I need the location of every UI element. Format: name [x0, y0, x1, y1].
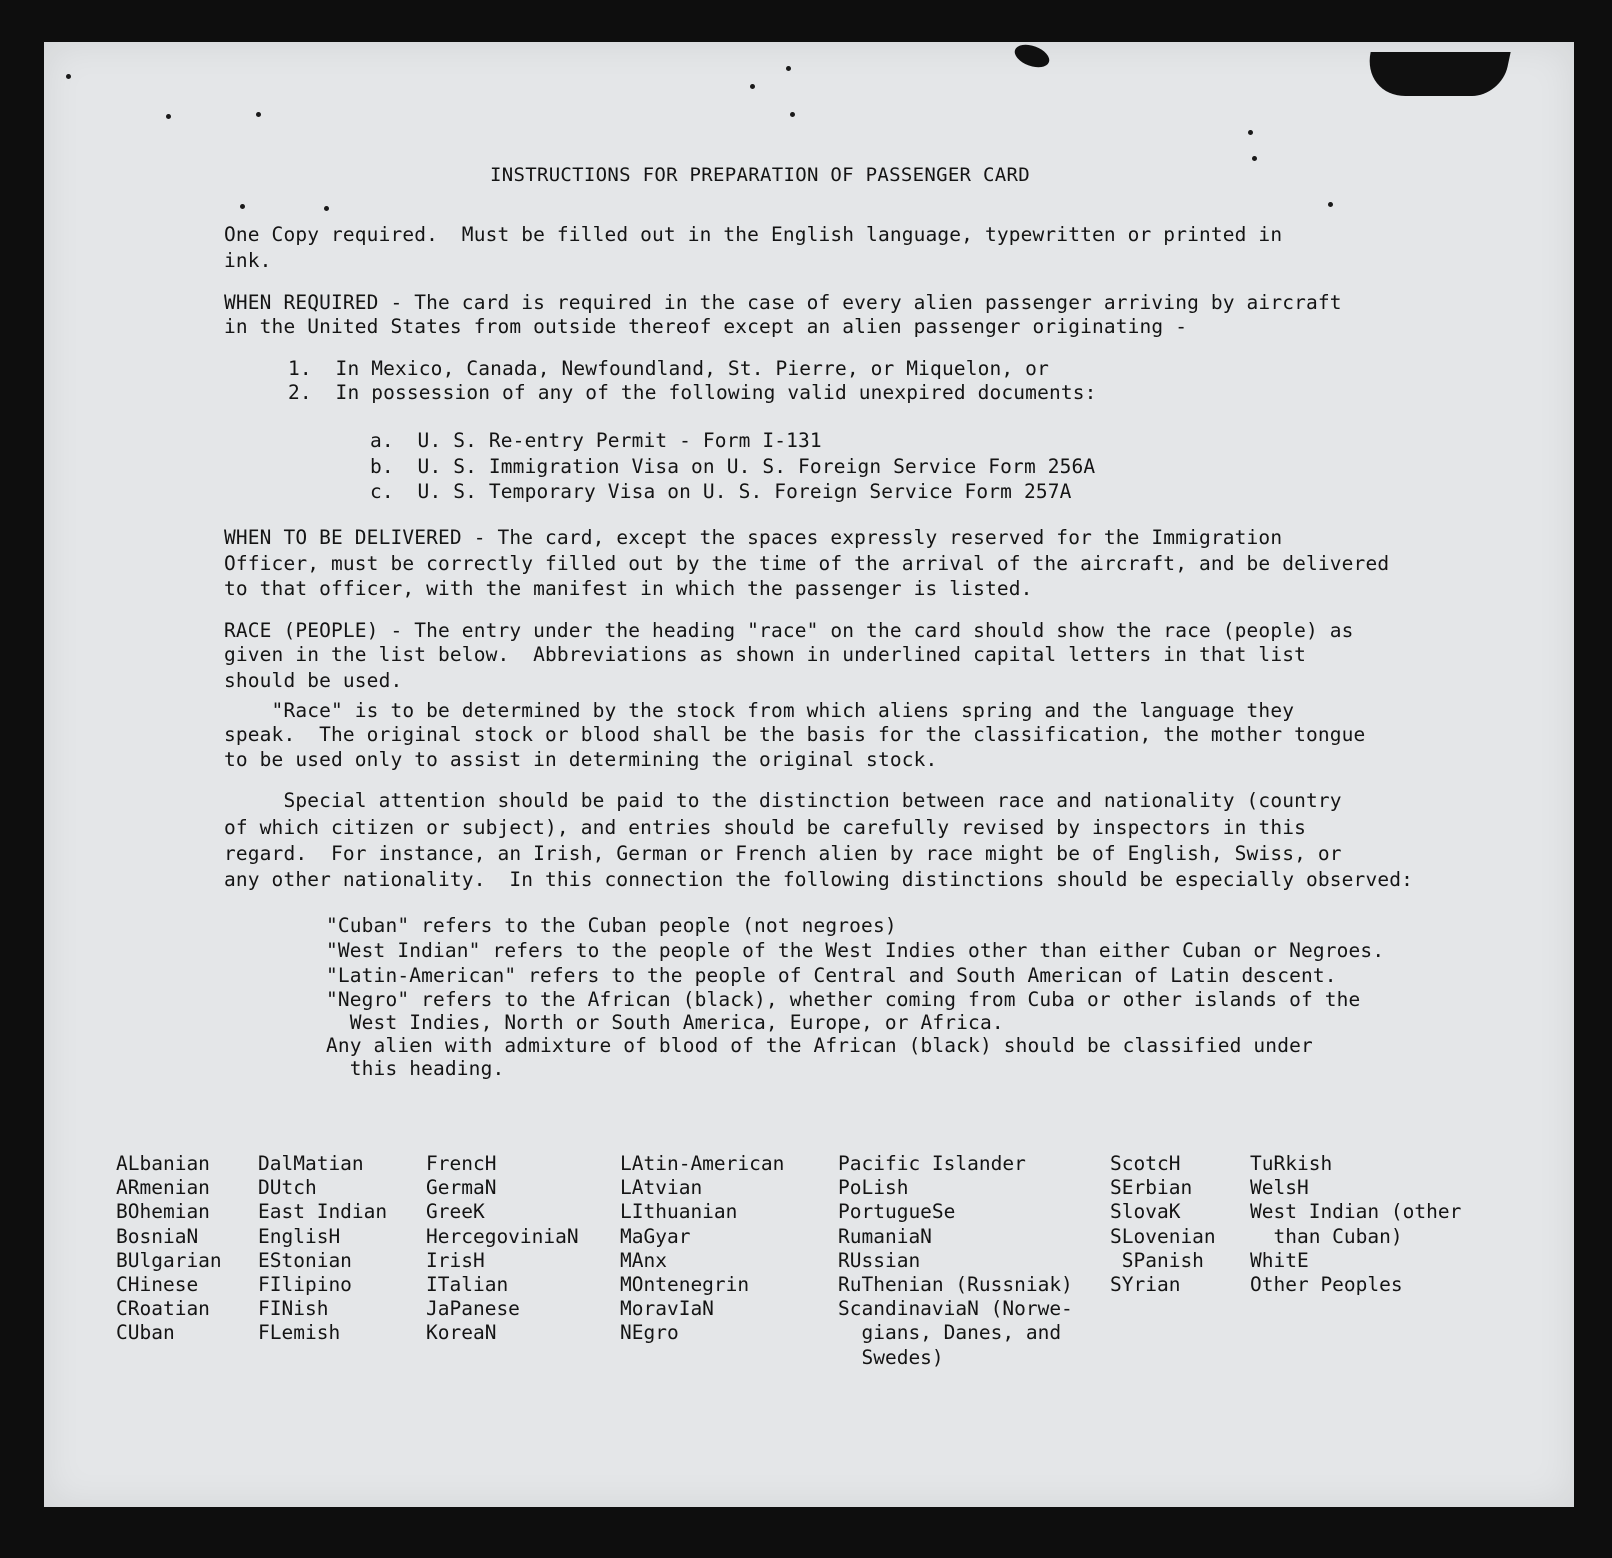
race-list-column-4 — [620, 1152, 784, 1346]
when-delivered-line-1: WHEN TO BE DELIVERED - The card, except the spaces expressly reserved for the Immigration — [224, 526, 1283, 549]
race-entry: BUlgarian — [116, 1248, 222, 1272]
race-entry: SPanish — [1110, 1248, 1204, 1272]
race-entry: CHinese — [116, 1273, 199, 1297]
speck — [324, 206, 329, 211]
special-attention-line-4: any other nationality. In this connection the following distinctions should be especially observed: — [224, 868, 1413, 891]
race-entry: WelsH — [1250, 1176, 1309, 1200]
race-entry: FrencH — [426, 1152, 497, 1175]
race-entry: MOntenegrin — [620, 1273, 750, 1297]
race-entry: ScotcH — [1110, 1152, 1181, 1175]
race-people-line-1: RACE (PEOPLE) - The entry under the heading "race" on the card should show the race (people) as — [224, 619, 1354, 642]
distinction-line-7: this heading. — [326, 1057, 505, 1080]
when-delivered-line-2: Officer, must be correctly filled out by the time of the arrival of the aircraft, and be delivered — [224, 552, 1390, 575]
document-page — [44, 42, 1574, 1507]
special-attention-line-1: Special attention should be paid to the distinction between race and nationality (country — [224, 789, 1342, 812]
when-required-line-1: WHEN REQUIRED - The card is required in the case of every alien passenger arriving by aircraft — [224, 291, 1342, 314]
race-entry: Other Peoples — [1250, 1273, 1403, 1297]
race-entry: FLemish — [258, 1321, 341, 1345]
distinction-line-1: "Cuban" refers to the Cuban people (not negroes) — [326, 914, 897, 937]
race-entry: HercegoviniaN — [426, 1224, 579, 1248]
race-entry: BosniaN — [116, 1224, 199, 1248]
race-entry: PoLish — [838, 1176, 909, 1200]
race-defined-line-1: "Race" is to be determined by the stock from which aliens spring and the language they — [224, 699, 1295, 722]
race-entry: RumaniaN — [838, 1224, 932, 1248]
race-entry: GreeK — [426, 1200, 485, 1224]
race-entry: BOhemian — [116, 1200, 210, 1224]
distinction-line-2: "West Indian" refers to the people of the West Indies other than either Cuban or Negroes. — [326, 939, 1385, 962]
race-list-column-3 — [426, 1152, 579, 1346]
race-list-column-7 — [1250, 1152, 1461, 1297]
race-entry: FINish — [258, 1297, 329, 1321]
race-entry: ARmenian — [116, 1176, 210, 1200]
race-entry: Pacific Islander — [838, 1152, 1026, 1175]
when-required-item-2: 2. In possession of any of the following valid unexpired documents: — [288, 381, 1097, 404]
document-item-c: c. U. S. Temporary Visa on U. S. Foreign Service Form 257A — [370, 480, 1072, 503]
speck — [786, 66, 791, 71]
race-list-column-5 — [838, 1152, 1073, 1370]
race-entry: SErbian — [1110, 1176, 1193, 1200]
race-entry: PortugueSe — [838, 1200, 956, 1224]
race-entry: Swedes) — [838, 1345, 944, 1369]
race-entry: LAtvian — [620, 1176, 703, 1200]
speck — [240, 204, 245, 209]
race-entry: ALbanian — [116, 1152, 210, 1175]
race-entry: RUssian — [838, 1248, 921, 1272]
race-entry: LIthuanian — [620, 1200, 738, 1224]
race-list-column-6 — [1110, 1152, 1216, 1297]
race-entry: RuThenian (Russniak) — [838, 1273, 1073, 1297]
race-entry: ScandinaviaN (Norwe- — [838, 1297, 1073, 1321]
race-entry: gians, Danes, and — [838, 1321, 1062, 1345]
intro-line-2: ink. — [224, 249, 272, 272]
race-defined-line-3: to be used only to assist in determining the original stock. — [224, 748, 938, 771]
document-item-b: b. U. S. Immigration Visa on U. S. Foreign Service Form 256A — [370, 455, 1096, 478]
race-entry: IrisH — [426, 1248, 485, 1272]
race-entry: LAtin-American — [620, 1152, 785, 1175]
intro-line-1: One Copy required. Must be filled out in the English language, typewritten or printed in — [224, 223, 1283, 246]
race-entry: EnglisH — [258, 1224, 341, 1248]
race-entry: SLovenian — [1110, 1224, 1216, 1248]
race-entry: GermaN — [426, 1176, 497, 1200]
speck — [66, 74, 71, 79]
race-people-line-3: should be used. — [224, 669, 403, 692]
race-people-line-2: given in the list below. Abbreviations as shown in underlined capital letters in that list — [224, 643, 1306, 666]
race-entry: SYrian — [1110, 1273, 1181, 1297]
race-list-column-1 — [116, 1152, 222, 1346]
race-entry: DUtch — [258, 1176, 317, 1200]
race-entry: NEgro — [620, 1321, 679, 1345]
race-entry: CUban — [116, 1321, 175, 1345]
when-delivered-line-3: to that officer, with the manifest in which the passenger is listed. — [224, 577, 1033, 600]
race-entry: DalMatian — [258, 1152, 364, 1175]
race-entry: ITalian — [426, 1273, 509, 1297]
when-required-line-2: in the United States from outside thereof except an alien passenger originating - — [224, 315, 1188, 338]
special-attention-line-3: regard. For instance, an Irish, German or French alien by race might be of English, Swiss, or — [224, 842, 1342, 865]
document-item-a: a. U. S. Re-entry Permit - Form I-131 — [370, 429, 822, 452]
race-entry: EStonian — [258, 1248, 352, 1272]
race-entry: TuRkish — [1250, 1152, 1333, 1175]
stain-mark — [1361, 52, 1510, 96]
race-entry: MoravIaN — [620, 1297, 714, 1321]
race-entry: than Cuban) — [1250, 1224, 1403, 1248]
when-required-item-1: 1. In Mexico, Canada, Newfoundland, St. Pierre, or Miquelon, or — [288, 357, 1049, 380]
race-entry: CRoatian — [116, 1297, 210, 1321]
special-attention-line-2: of which citizen or subject), and entries should be carefully revised by inspectors in this — [224, 816, 1306, 839]
race-entry: WhitE — [1250, 1248, 1309, 1272]
page-title: INSTRUCTIONS FOR PREPARATION OF PASSENGER CARD — [490, 164, 1030, 186]
stain-mark — [1012, 40, 1053, 71]
distinction-line-4: "Negro" refers to the African (black), whether coming from Cuba or other islands of the — [326, 988, 1361, 1011]
speck — [750, 84, 755, 89]
speck — [256, 112, 261, 117]
speck — [1252, 156, 1257, 161]
race-entry: FIlipino — [258, 1273, 352, 1297]
race-entry: JaPanese — [426, 1297, 520, 1321]
speck — [790, 112, 795, 117]
speck — [166, 114, 171, 119]
race-entry: East Indian — [258, 1200, 388, 1224]
race-entry: SlovaK — [1110, 1200, 1181, 1224]
race-defined-line-2: speak. The original stock or blood shall be the basis for the classification, the mother tongue — [224, 723, 1366, 746]
distinction-line-3: "Latin-American" refers to the people of Central and South American of Latin descent. — [326, 964, 1337, 987]
race-entry: MaGyar — [620, 1224, 691, 1248]
distinction-line-5: West Indies, North or South America, Europe, or Africa. — [326, 1011, 1004, 1034]
speck — [1328, 202, 1333, 207]
race-list-column-2 — [258, 1152, 387, 1346]
race-entry: West Indian (other — [1250, 1200, 1462, 1224]
speck — [1248, 130, 1253, 135]
race-entry: MAnx — [620, 1248, 667, 1272]
distinction-line-6: Any alien with admixture of blood of the African (black) should be classified under — [326, 1034, 1313, 1057]
race-entry: KoreaN — [426, 1321, 497, 1345]
